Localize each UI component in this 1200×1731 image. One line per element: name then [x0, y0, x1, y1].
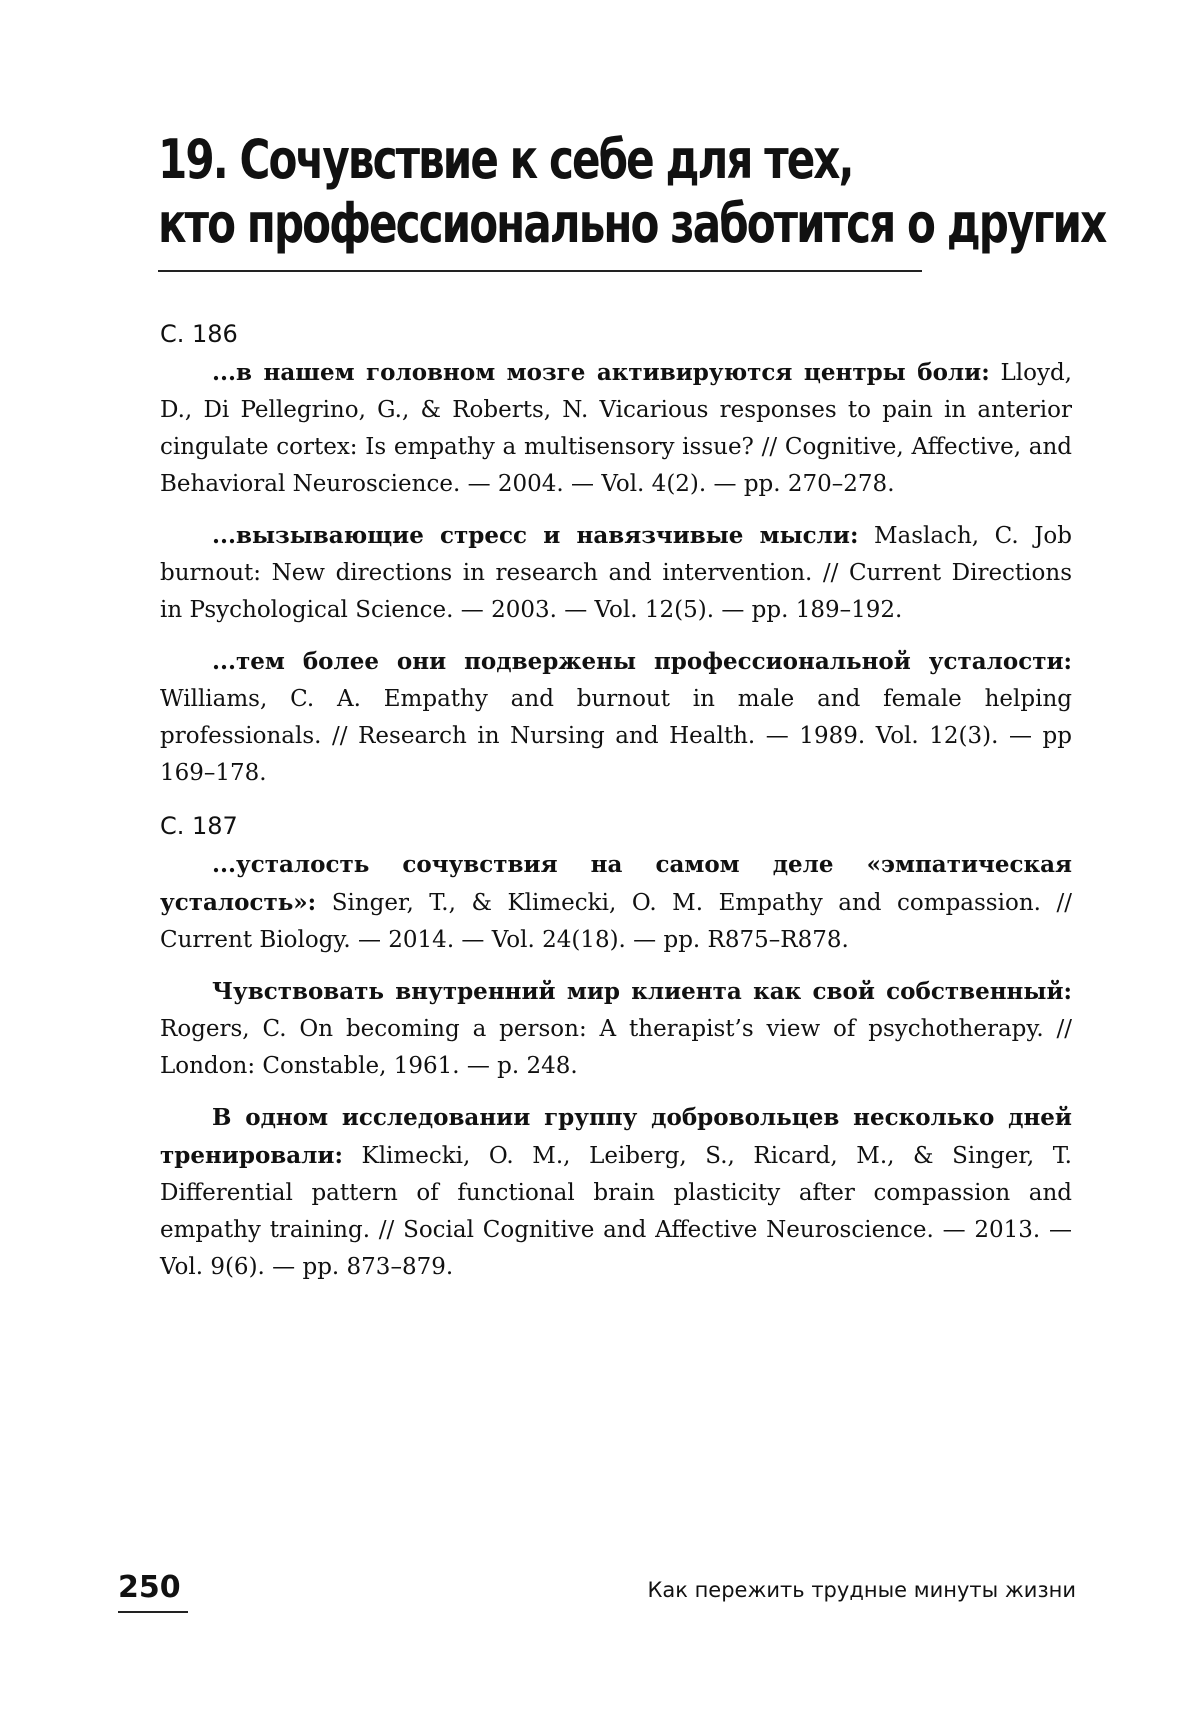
reference-cue: ...вызывающие стресс и навязчивые мысли:: [212, 522, 859, 549]
reference-entry: [160, 517, 1072, 629]
reference-citation: Singer, T., & Klimecki, O. M. Empathy and compassion. // Current Biology. — 2014. — Vol. 24(18). — pp. R875–R878.: [160, 890, 1072, 953]
reference-citation: Rogers, C. On becoming a person: A therapist’s view of psychotherapy. // London: Constable, 1961. — p. 248.: [160, 1016, 1072, 1079]
reference-citation: Maslach, C. Job burnout: New directions in research and intervention. // Current Directions in Psychological Science. — 2003. — Vol. 12(5). — pp. 189–192.: [160, 523, 1072, 623]
page-ref-label: С. 186: [160, 320, 238, 348]
references-list: [160, 314, 1072, 1300]
reference-entry: [160, 643, 1072, 792]
reference-cue: ...тем более они подвержены профессиональной усталости:: [212, 648, 1072, 675]
reference-citation: Klimecki, O. M., Leiberg, S., Ricard, M., & Singer, T. Differential pattern of functional brain plasticity after compassion and empathy training. // Social Cognitive and Affective Neuroscience. — 2013. — Vol. 9(6). — pp. 873–879.: [160, 1143, 1072, 1280]
reference-cue: Чувствовать внутренний мир клиента как свой собственный:: [212, 978, 1072, 1005]
page-number: 250: [118, 1570, 181, 1605]
chapter-title-line-1: 19. Сочувствие к себе для тех,: [158, 128, 853, 191]
reference-cue: ...в нашем головном мозге активируются центры боли:: [212, 359, 990, 386]
reference-entry: [160, 973, 1072, 1085]
chapter-title: [158, 128, 1106, 256]
reference-entry: [160, 354, 1072, 503]
reference-citation: Williams, C. A. Empathy and burnout in male and female helping professionals. // Research in Nursing and Health. — 1989. Vol. 12(3). — pp 169–178.: [160, 686, 1072, 786]
reference-entry: [160, 846, 1072, 959]
reference-entry: [160, 1099, 1072, 1286]
reference-cue: ...усталость сочувствия на самом деле «эмпатическая усталость»:: [160, 851, 1072, 916]
page-ref-label: С. 187: [160, 812, 238, 840]
reference-citation: Lloyd, D., Di Pellegrino, G., & Roberts, N. Vicarious responses to pain in anterior cingulate cortex: Is empathy a multisensory issue? // Cognitive, Affective, and Behavioral Neuroscience. — 2004. — Vol. 4(2). — pp. 270–278.: [160, 360, 1072, 497]
chapter-title-underline: [158, 270, 922, 272]
page-number-underline: [118, 1611, 188, 1613]
reference-cue: В одном исследовании группу добровольцев несколько дней тренировали:: [160, 1104, 1072, 1169]
chapter-title-line-2: кто профессионально заботится о других: [158, 192, 1106, 255]
running-title: Как пережить трудные минуты жизни: [647, 1578, 1076, 1602]
